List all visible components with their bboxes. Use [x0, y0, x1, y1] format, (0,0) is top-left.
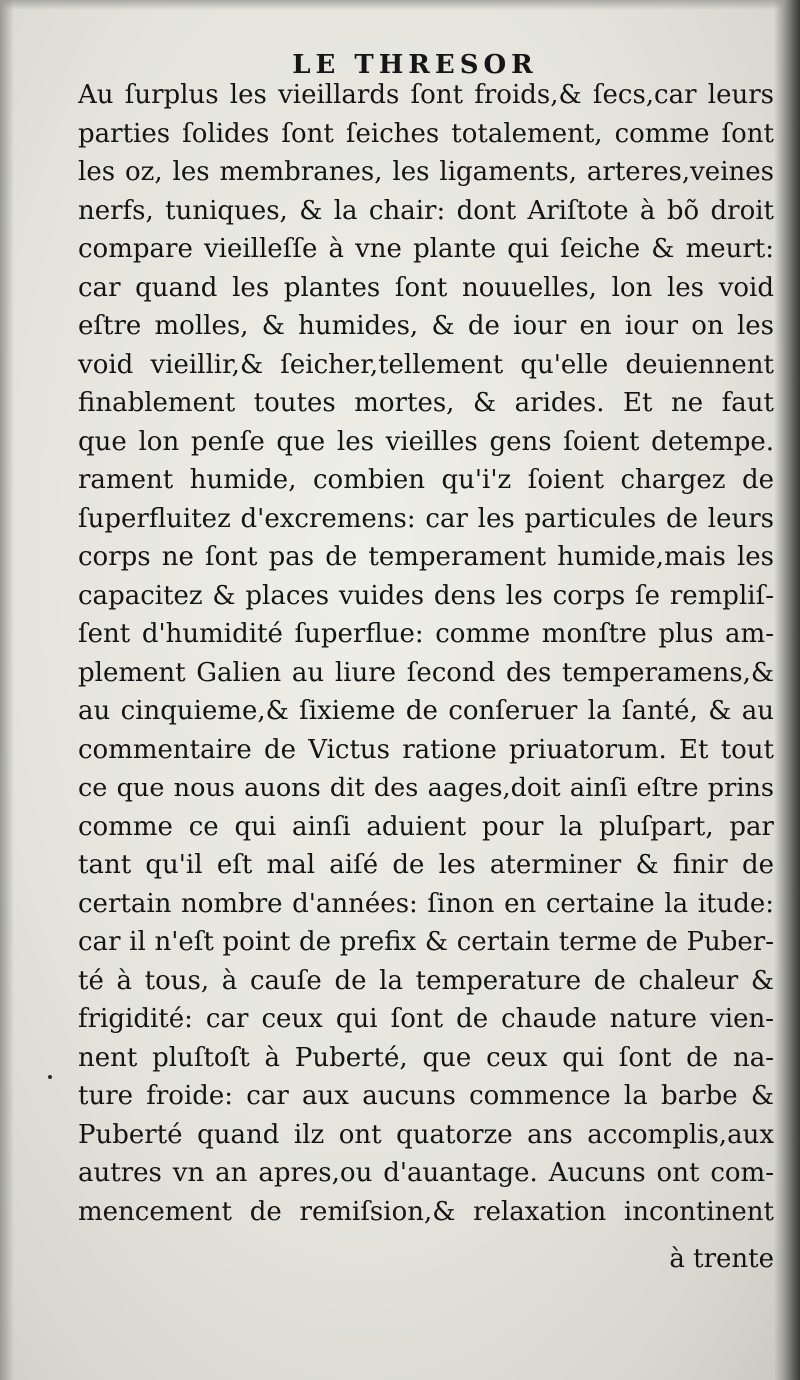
text-line: nerfs, tuniques, & la chair: dont Ariſtote à bõ droit	[78, 195, 774, 226]
text-line: Puberté quand ilz ont quatorze ans accomplis,aux	[78, 1119, 774, 1150]
text-line: au cinquieme,& ſixieme de conſeruer la ſanté, & au	[78, 696, 774, 726]
text-line: tant qu'il eſt mal aiſé de les aterminer & finir de	[78, 850, 774, 880]
text-line: finablement toutes mortes, & arides. Et ne faut	[78, 388, 774, 418]
text-line: car il n'eſt point de prefix & certain terme de Puber-	[78, 927, 774, 957]
text-line: té à tous, à cauſe de la temperature de chaleur &	[78, 965, 774, 996]
text-line: rament humide, combien qu'i'z ſoient chargez de	[78, 465, 774, 495]
text-line: ce que nous auons dit des aages,doit ainſi eſtre prins	[78, 773, 774, 803]
text-line: commentaire de Victus ratione priuatorum. Et tout	[78, 734, 774, 765]
text-line: ture froide: car aux aucuns commence la barbe &	[78, 1081, 774, 1111]
text-line: certain nombre d'années: ſinon en certaine la itude:	[78, 888, 774, 919]
text-line: Au ſurplus les vieillards ſont froids,& ſecs,car leurs	[78, 80, 774, 110]
text-line: ſuperfluitez d'excremens: car les particules de leurs	[78, 503, 774, 534]
text-line: autres vn an apres,ou d'auantage. Aucuns ont com-	[78, 1158, 774, 1188]
text-line: nent pluſtoſt à Puberté, que ceux qui ſont de na-	[78, 1042, 774, 1073]
text-line: plement Galien au liure ſecond des temperamens,&	[78, 657, 774, 688]
text-line: frigidité: car ceux qui ſont de chaude nature vien-	[78, 1004, 774, 1034]
text-line: compare vieilleſſe à vne plante qui ſeiche & meurt:	[78, 234, 774, 264]
page-gutter-shadow	[774, 0, 800, 1380]
text-line: comme ce qui ainſi aduient pour la pluſpart, par	[78, 811, 774, 842]
page-left-shadow	[0, 0, 14, 1380]
catchword: à trente	[669, 1244, 774, 1274]
text-line: void vieillir,& ſeicher,tellement qu'elle deuiennent	[78, 349, 774, 380]
text-line: mencement de remiſsion,& relaxation incontinent	[78, 1196, 774, 1227]
text-line: capacitez & places vuides dens les corps ſe rempliſ-	[78, 580, 774, 611]
text-line: corps ne ſont pas de temperament humide,mais les	[78, 542, 774, 572]
text-line: eſtre molles, & humides, & de iour en iour on les	[78, 311, 774, 341]
text-line: les oz, les membranes, les ligaments, arteres,veines	[78, 157, 774, 187]
text-line: car quand les plantes ſont nouuelles, lon les void	[78, 272, 774, 303]
running-head: LE THRESOR	[292, 50, 538, 80]
text-line: parties ſolides ſont ſeiches totalement, comme ſont	[78, 118, 774, 149]
body-text	[78, 76, 774, 1231]
margin-dot-mark	[48, 1075, 52, 1079]
text-line: ſent d'humidité ſuperflue: comme monſtre plus am-	[78, 619, 774, 649]
text-line: que lon penſe que les vieilles gens ſoient detempe.	[78, 426, 774, 457]
page-top-shadow	[0, 0, 800, 10]
